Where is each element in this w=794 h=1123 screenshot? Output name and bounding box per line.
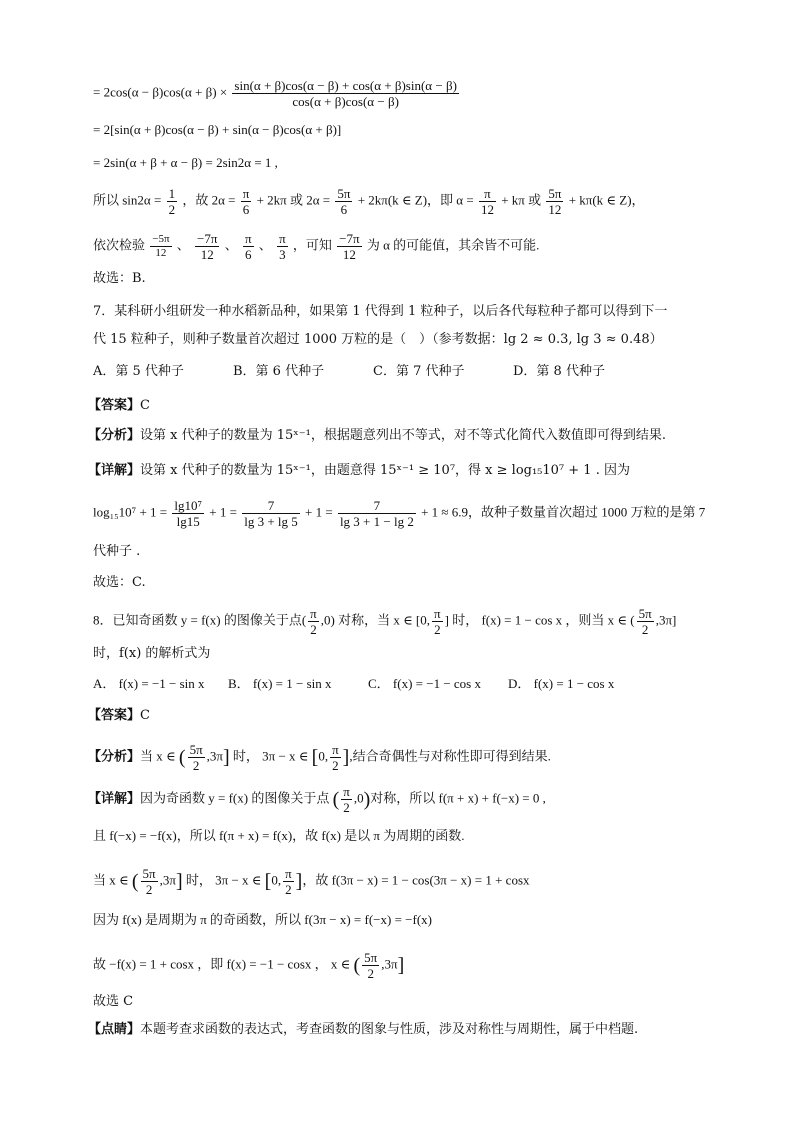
frac-den: 2 — [332, 758, 339, 773]
frac-den: 6 — [340, 202, 348, 217]
fraction-denominator: cos(α + β)cos(α − β) — [292, 94, 399, 109]
q7-detail-line-2: log₁₅10⁷ + 1 = $\frac{\text{lg10⁷}}{\lg 15}$ + 1 = $\frac{7}{\lg 3 + \lg 5}$ + 1 = $\frac{7}{\lg 3 + 1 - \lg 2}$ + 1 ≈ 6.9，故种子数量首次超过 1000 万粒的是第 7 — [93, 498, 706, 529]
text: 、 — [258, 237, 272, 253]
frac-den: 12 — [155, 247, 167, 259]
frac-num: 5π — [189, 742, 203, 757]
frac-num: −7π — [197, 231, 218, 246]
frac-den: 2 — [434, 622, 441, 637]
q8-detail-line-5: 故 −f(x) = 1 + cosx ，即 f(x) = −1 − cosx ， x ∈ ( $\frac{5\pi}{2}$ ,3π] — [93, 950, 405, 981]
text: + kπ 或 — [501, 192, 542, 208]
analysis-tag: 【分析】 — [88, 748, 141, 764]
frac-den: lg 3 + lg 5 — [244, 514, 298, 529]
q8-final: 故选 C — [93, 994, 134, 1009]
text: 、 — [224, 237, 238, 253]
frac-den: 12 — [480, 202, 494, 217]
text: 所以 sin2α = — [93, 192, 162, 208]
text: log₁₅10⁷ + 1 = — [93, 504, 168, 520]
frac-den: 12 — [342, 247, 356, 262]
q8-option-d: D． f(x) = 1 − cos x — [508, 676, 615, 691]
q8-detail-line-3: 当 x ∈ ( $\frac{5\pi}{2}$ ,3π] 时， 3π − x ∈ [0, $\frac{\pi}{2}$ ]，故 f(3π − x) = 1 − cos(3π − x) = 1 + cosx — [93, 866, 530, 897]
frac-den: 2 — [145, 882, 153, 897]
analysis-tag: 【分析】 — [88, 428, 141, 443]
frac-num: 5π — [142, 866, 156, 881]
derivation-line-5 — [93, 231, 539, 262]
frac-den: 2 — [168, 202, 176, 217]
q8-detail-line-2: 且 f(−x) = −f(x)，所以 f(π + x) = f(x)，故 f(x) 是以 π 为周期的函数. — [93, 828, 465, 843]
q7-analysis — [88, 426, 666, 446]
expression: = 2cos(α − β)cos(α + β) × — [93, 84, 228, 100]
frac-num: π — [434, 606, 441, 621]
frac-num: π — [332, 742, 339, 757]
q7-option-a: A．第 5 代种子 — [93, 364, 184, 379]
answer-value: C — [140, 398, 150, 413]
q8-stem-line-1 — [93, 606, 676, 637]
text: ，可知 — [292, 237, 332, 253]
text: 8．已知奇函数 y = f(x) 的图像关于点( — [93, 612, 307, 628]
q7-detail-line-3: 代种子 . — [93, 544, 141, 559]
frac-num: π — [244, 231, 252, 246]
q7-stem-line-2: 代 15 粒种子，则种子数量首次超过 1000 万粒的是（ ）（参考数据：lg 2 ≈ 0.3, lg 3 ≈ 0.48） — [93, 332, 663, 347]
frac-den: 6 — [245, 247, 252, 262]
q8-options — [93, 674, 638, 694]
text: ,结合奇偶性与对称性即可得到结果. — [349, 748, 551, 764]
frac-den: 6 — [242, 202, 250, 217]
comment-text: 本题考查求函数的表达式，考查函数的图象与性质，涉及对称性与周期性，属于中档题. — [140, 1022, 639, 1037]
text: ，故种子数量首次超过 1000 万粒的是第 7 — [468, 504, 706, 520]
text: 、 — [176, 237, 190, 253]
text: 当 x ∈ — [93, 872, 129, 888]
frac-den: 2 — [192, 758, 200, 773]
frac-num: 7 — [338, 498, 416, 514]
detail-tag: 【详解】 — [88, 790, 141, 806]
answer-tag: 【答案】 — [88, 708, 141, 723]
q8-detail-line-4: 因为 f(x) 是周期为 π 的奇函数，所以 f(3π − x) = f(−x) = −f(x) — [93, 912, 432, 927]
q8-option-a: A． f(x) = −1 − sin x — [93, 676, 205, 691]
text: 对称，所以 f(π + x) + f(−x) = 0 , — [370, 790, 546, 806]
frac-num: π — [479, 186, 496, 202]
analysis-text: 设第 x 代种子的数量为 15ˣ⁻¹，根据题意列出不等式，对不等式化简代入数值即可得到结果. — [140, 428, 667, 443]
frac-den: 12 — [200, 247, 214, 262]
text: + 1 ≈ 6.9 — [421, 504, 469, 520]
comment-tag: 【点睛】 — [88, 1022, 141, 1037]
answer-value: C — [140, 708, 150, 723]
frac-den: 2 — [367, 966, 374, 981]
text: 当 x ∈ — [140, 748, 176, 764]
frac-num: π — [310, 606, 317, 621]
text: ,3π] — [655, 612, 677, 628]
text: 故 −f(x) = 1 + cosx ，即 f(x) = −1 − cosx ， x ∈ — [93, 956, 351, 972]
q8-option-b: B． f(x) = 1 − sin x — [228, 676, 332, 691]
frac-den: 2 — [310, 622, 317, 637]
q8-option-c: C． f(x) = −1 − cos x — [368, 676, 481, 691]
text: + 2kπ(k ∈ Z)，即 α = — [357, 192, 474, 208]
text: 因为奇函数 y = f(x) 的图像关于点 — [140, 790, 330, 806]
text: 时， 3π − x ∈ — [232, 748, 309, 764]
frac-den: 2 — [285, 882, 292, 897]
derivation-line-3: = 2sin(α + β + α − β) = 2sin2α = 1 , — [93, 155, 278, 170]
text: + 2kπ 或 2α = — [256, 192, 331, 208]
q7-option-b: B．第 6 代种子 — [233, 364, 325, 379]
frac-den: 12 — [548, 202, 562, 217]
frac-num: 5π — [337, 186, 351, 201]
frac-num: 5π — [548, 186, 562, 201]
q8-detail-line-1: 【详解】因为奇函数 y = f(x) 的图像关于点 ( $\frac{\pi}{2}$ ,0)对称，所以 f(π + x) + f(−x) = 0 , — [88, 784, 546, 815]
text: ] 时， f(x) = 1 − cos x ，则当 x ∈ ( — [444, 612, 635, 628]
frac-den: lg 3 + 1 − lg 2 — [339, 514, 414, 529]
q7-final: 故选：C. — [93, 575, 146, 590]
fraction-numerator: sin(α + β)cos(α − β) + cos(α + β)sin(α − β) — [234, 78, 457, 93]
frac-den: 2 — [641, 622, 649, 637]
q8-answer — [88, 706, 150, 726]
text: 为 α 的可能值，其余皆不可能. — [366, 237, 540, 253]
frac-num: 5π — [638, 606, 652, 621]
frac-num: lg10⁷ — [174, 498, 203, 513]
q7-detail-line-1 — [88, 461, 630, 481]
text: 依次检验 — [93, 237, 146, 253]
frac-den: lg15 — [176, 514, 200, 529]
q7-stem-line-1: 7．某科研小组研发一种水稻新品种，如果第 1 代得到 1 粒种子，以后各代每粒种子都可以得到下一 — [93, 304, 668, 319]
frac-num: 1 — [168, 186, 176, 201]
frac-num: π — [242, 186, 250, 201]
derivation-line-2: = 2[sin(α + β)cos(α − β) + sin(α − β)cos(α + β)] — [93, 122, 342, 137]
derivation-line-4 — [93, 186, 645, 217]
frac-num: π — [343, 784, 350, 799]
frac-num: π — [285, 866, 292, 881]
frac-num: −7π — [339, 231, 360, 246]
q7-option-d: D．第 8 代种子 — [513, 364, 605, 379]
answer-tag: 【答案】 — [88, 398, 141, 413]
text: + kπ(k ∈ Z)， — [568, 192, 645, 208]
frac-num: −5π — [152, 233, 170, 245]
detail-tag: 【详解】 — [88, 463, 141, 478]
text: ，故 f(3π − x) = 1 − cos(3π − x) = 1 + cosx — [302, 872, 530, 888]
q8-analysis: 【分析】当 x ∈ ( $\frac{5\pi}{2}$ ,3π] 时， 3π − x ∈ [0, $\frac{\pi}{2}$ ],结合奇偶性与对称性即可得到结果. — [88, 742, 551, 773]
frac-num: 7 — [242, 498, 300, 514]
frac-num: π — [279, 231, 286, 246]
detail-text: 设第 x 代种子的数量为 15ˣ⁻¹，由题意得 15ˣ⁻¹ ≥ 10⁷，得 x ≥ log₁₅10⁷ + 1 . 因为 — [140, 463, 630, 478]
q8-comment — [88, 1020, 638, 1040]
q7-options — [93, 362, 653, 382]
q7-option-c: C．第 7 代种子 — [373, 364, 465, 379]
text: ，故 2α = — [182, 192, 236, 208]
text: 时， 3π − x ∈ — [185, 872, 262, 888]
derivation-line-1 — [93, 78, 461, 109]
frac-num: 5π — [364, 950, 378, 965]
prev-answer: 故选：B. — [93, 271, 146, 286]
frac-den: 2 — [343, 800, 350, 815]
text: ,0) 对称，当 x ∈ [0, — [320, 612, 431, 628]
q8-stem-line-2: 时，f(x) 的解析式为 — [93, 646, 211, 661]
frac-den: 3 — [279, 247, 286, 262]
q7-answer — [88, 396, 150, 416]
